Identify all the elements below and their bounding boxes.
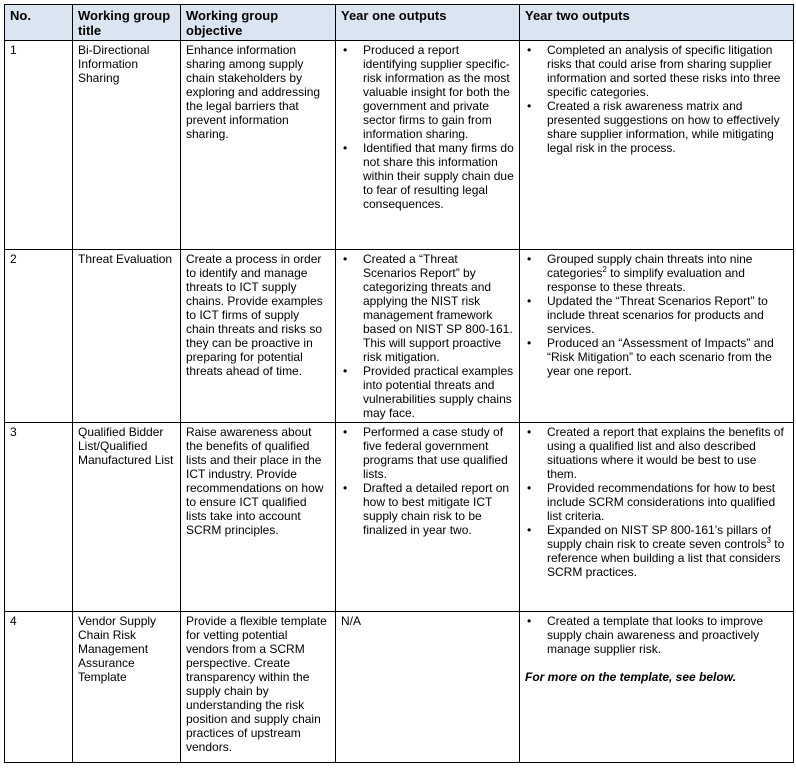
- header-objective: Working group objective: [181, 5, 336, 41]
- bullet-item: • Identified that many firms do not share this information within their supply chain due to fear of resulting legal consequences.: [341, 141, 514, 211]
- table-row: [5, 250, 794, 423]
- group-objective: Provide a flexible template for vetting potential vendors from a SCRM perspective. Create transparency within the supply chain by understanding the risk position and supply chain practices of upstream vendors.: [181, 612, 336, 763]
- year-one-outputs: N/A: [336, 612, 520, 763]
- bullet-item: • Produced an “Assessment of Impacts” and “Risk Mitigation” to each scenario from the year one report.: [525, 336, 788, 378]
- bullet-item: • Created a “Threat Scenarios Report” by categorizing threats and applying the NIST risk management framework based on NIST SP 800-161. This will support proactive risk mitigation.: [341, 252, 514, 364]
- year-one-outputs: [336, 250, 520, 423]
- bullet-item: • Created a report that explains the benefits of using a qualified list and also described situations where it would be best to use them.: [525, 425, 788, 481]
- group-objective: Raise awareness about the benefits of qualified lists and their place in the ICT industry. Provide recommendations on how to ensure ICT qualified lists take into account SCRM principles.: [181, 423, 336, 612]
- bullet-list: [525, 252, 788, 378]
- row-number: 3: [5, 423, 73, 612]
- year-one-outputs: [336, 423, 520, 612]
- bullet-text: to simplify evaluation and response to these threats.: [547, 266, 745, 294]
- group-title: Vendor Supply Chain Risk Management Assurance Template: [73, 612, 181, 763]
- template-note: For more on the template, see below.: [525, 670, 736, 684]
- group-objective: Enhance information sharing among supply chain stakeholders by exploring and addressing the legal barriers that prevent information sharing.: [181, 41, 336, 250]
- footnote-marker: 3: [766, 536, 771, 545]
- group-title: Threat Evaluation: [73, 250, 181, 423]
- row-number: 4: [5, 612, 73, 763]
- header-title: Working group title: [73, 5, 181, 41]
- year-two-outputs: [520, 41, 794, 250]
- bullet-item: • Created a template that looks to improve supply chain awareness and proactively manage supplier risk.: [525, 614, 788, 656]
- header-year-one: Year one outputs: [336, 5, 520, 41]
- bullet-item: • Provided practical examples into potential threats and vulnerabilities supply chains may face.: [341, 364, 514, 420]
- bullet-list: [341, 425, 514, 537]
- year-two-outputs: [520, 612, 794, 763]
- header-no: No.: [5, 5, 73, 41]
- bullet-item: • Produced a report identifying supplier specific-risk information as the most valuable insight for both the government and private sector firms to gain from information sharing.: [341, 43, 514, 141]
- table-row: [5, 41, 794, 250]
- table-row: [5, 612, 794, 763]
- header-year-two: Year two outputs: [520, 5, 794, 41]
- bullet-list: [341, 43, 514, 211]
- bullet-item: • Created a risk awareness matrix and presented suggestions on how to effectively share supplier information, while mitigating legal risk in the process.: [525, 99, 788, 155]
- group-objective: Create a process in order to identify and manage threats to ICT supply chains. Provide examples to ICT firms of supply chain threats and risks so they can be proactive in preparing for potential threats ahead of time.: [181, 250, 336, 423]
- group-title: Qualified Bidder List/Qualified Manufactured List: [73, 423, 181, 612]
- bullet-list: [525, 425, 788, 579]
- bullet-item: • Completed an analysis of specific litigation risks that could arise from sharing supplier information and sorted these risks into three specific categories.: [525, 43, 788, 99]
- bullet-list: [525, 43, 788, 155]
- working-groups-table: [4, 4, 794, 763]
- bullet-text: to reference when building a list that considers SCRM practices.: [547, 537, 785, 579]
- year-two-outputs: [520, 423, 794, 612]
- bullet-text: Expanded on NIST SP 800-161’s pillars of supply chain risk to create seven controls: [547, 523, 772, 551]
- header-row: [5, 5, 794, 41]
- row-number: 1: [5, 41, 73, 250]
- bullet-item: • Drafted a detailed report on how to best mitigate ICT supply chain risk to be finalized in year two.: [341, 481, 514, 537]
- year-two-outputs: [520, 250, 794, 423]
- bullet-text: Grouped supply chain threats into nine categories: [547, 252, 753, 280]
- bullet-list: [341, 252, 514, 420]
- bullet-item: • Provided recommendations for how to best include SCRM considerations into qualified list criteria.: [525, 481, 788, 523]
- row-number: 2: [5, 250, 73, 423]
- year-one-outputs: [336, 41, 520, 250]
- table-row: [5, 423, 794, 612]
- footnote-marker: 2: [602, 265, 607, 274]
- group-title: Bi-Directional Information Sharing: [73, 41, 181, 250]
- bullet-item: • Updated the “Threat Scenarios Report” to include threat scenarios for products and services.: [525, 294, 788, 336]
- bullet-item: [525, 252, 788, 294]
- bullet-item: • Performed a case study of five federal government programs that use qualified lists.: [341, 425, 514, 481]
- bullet-list: [525, 614, 788, 656]
- bullet-item: [525, 523, 788, 579]
